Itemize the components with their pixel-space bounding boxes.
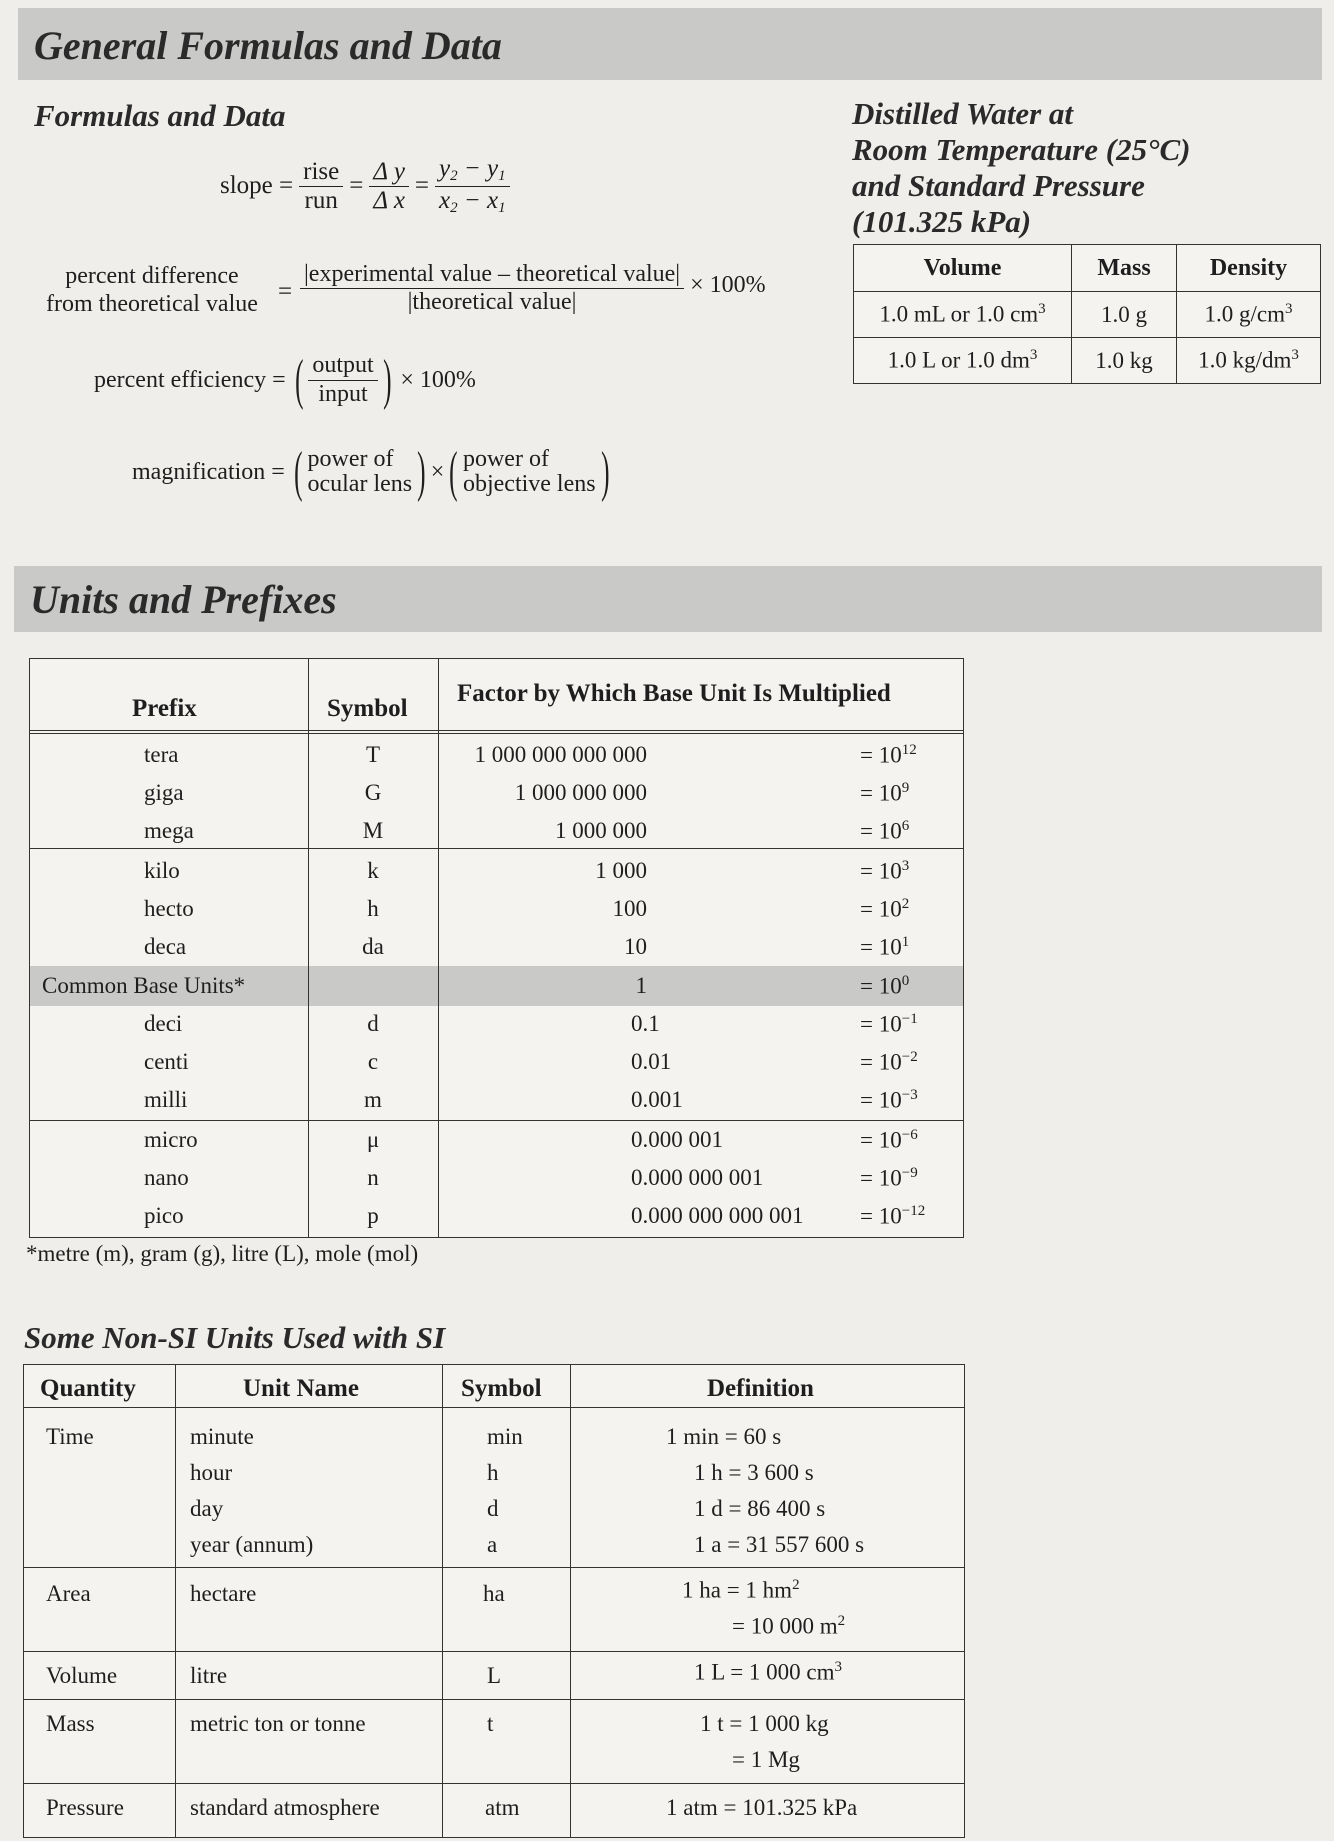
factor-value: 0.01 (631, 1049, 672, 1074)
power-exponent: 3 (901, 858, 910, 874)
quantity-mass: Mass (46, 1711, 95, 1736)
symbol-ha: ha (483, 1581, 505, 1606)
power-exponent: 0 (901, 973, 910, 989)
power-of-ten (860, 973, 909, 1000)
efficiency-paren (290, 349, 397, 411)
density-value: 1.0 kg/dm (1198, 347, 1292, 373)
percent-efficiency-formula (94, 349, 476, 411)
objective-line1: power of (462, 445, 549, 472)
water-title-line4: (101.325 kPa) (852, 204, 1032, 239)
subscript-2: 2 (450, 199, 458, 216)
power-of-ten (860, 742, 917, 769)
symbol-a: a (487, 1532, 498, 1557)
objective-paren (444, 441, 614, 503)
prefix-symbol: d (367, 1011, 379, 1036)
output: output (308, 353, 377, 380)
water-title-line1: Distilled Water at (852, 96, 1074, 131)
definition-hour: 1 h = 3 600 s (694, 1460, 814, 1485)
power-base: = 10 (860, 818, 902, 844)
prefix-table (29, 658, 964, 1238)
factor-value: 10 (624, 934, 647, 959)
row-divider (24, 1567, 964, 1568)
hectare-def-1: 1 ha = 1 hm (682, 1577, 793, 1603)
power-base: = 10 (860, 973, 902, 999)
row-divider (24, 1783, 964, 1784)
symbol-min: min (487, 1424, 523, 1449)
power-exponent: 12 (901, 742, 917, 758)
prefix-symbol: μ (366, 1127, 380, 1152)
power-of-ten (860, 1049, 918, 1076)
magnification-label: magnification = (132, 458, 285, 485)
table-row (854, 338, 1321, 384)
header-divider (30, 733, 963, 734)
definition-hectare-2 (732, 1613, 845, 1640)
prefix-symbol: h (367, 896, 379, 921)
percent-difference-frac (300, 262, 684, 315)
superscript: 3 (834, 1659, 843, 1675)
superscript: 3 (1038, 301, 1046, 318)
density-cell (1177, 292, 1321, 338)
ocular-line1: power of (307, 445, 394, 472)
power-base: = 10 (860, 1203, 902, 1229)
times-sign: × (430, 458, 445, 485)
y-var: y (439, 155, 451, 182)
prefix-name: deci (144, 1011, 183, 1036)
power-exponent: −2 (901, 1049, 918, 1065)
water-header-row (854, 245, 1321, 292)
equals-sign: = (414, 172, 430, 200)
prefix-symbol: k (367, 858, 379, 883)
left-paren: ( (449, 441, 458, 503)
column-divider (442, 1365, 443, 1837)
ocular-lens-text (307, 447, 412, 497)
run: run (304, 186, 338, 214)
units-title: Units and Prefixes (30, 577, 337, 622)
unit-standard-atmosphere: standard atmosphere (190, 1795, 380, 1820)
equals-sign: = (278, 278, 293, 305)
power-base: = 10 (860, 1011, 902, 1037)
group-divider (30, 1120, 963, 1121)
slope-label: slope = (220, 172, 294, 200)
units-footnote: *metre (m), gram (g), litre (L), mole (mol) (26, 1241, 419, 1266)
hectare-def-2: = 10 000 m (732, 1613, 838, 1639)
header-quantity: Quantity (40, 1375, 136, 1402)
prefix-symbol: da (362, 934, 384, 959)
ocular-line2: ocular lens (307, 471, 413, 497)
percent-difference-fraction (300, 262, 766, 315)
rise: rise (299, 159, 343, 187)
units-header-band (14, 566, 1322, 632)
group-divider (30, 848, 963, 849)
objective-line2: objective lens (462, 471, 596, 497)
factor-value: 100 (612, 896, 647, 921)
density-value: 1.0 g/cm (1204, 301, 1285, 327)
power-of-ten (860, 1087, 918, 1114)
header-definition: Definition (707, 1375, 814, 1402)
symbol-t: t (487, 1711, 494, 1736)
litre-def: 1 L = 1 000 cm (694, 1659, 835, 1685)
factor-value: 1 (635, 973, 647, 998)
power-exponent: 6 (901, 818, 910, 834)
header-unit-name: Unit Name (243, 1375, 359, 1402)
superscript: 3 (1291, 347, 1299, 364)
quantity-time: Time (46, 1424, 94, 1449)
superscript: 3 (1285, 301, 1293, 318)
unit-tonne: metric ton or tonne (190, 1711, 366, 1736)
definition-tonne: 1 t = 1 000 kg (700, 1711, 829, 1736)
pd-denominator: |theoretical value| (407, 289, 577, 316)
symbol-d: d (487, 1496, 499, 1521)
prefix-name: milli (144, 1087, 188, 1112)
prefix-name: deca (144, 934, 187, 959)
factor-value: 0.001 (631, 1087, 683, 1112)
right-paren: ) (417, 441, 426, 503)
subscript-1: 1 (498, 199, 506, 216)
power-base: = 10 (860, 934, 902, 960)
pd-numerator: |experimental value – theoretical value| (300, 262, 684, 289)
power-base: = 10 (860, 1049, 902, 1075)
power-of-ten (860, 858, 909, 885)
prefix-name: hecto (144, 896, 194, 921)
header-mass: Mass (1072, 245, 1177, 292)
percent-efficiency-label: percent efficiency = (94, 366, 286, 393)
header-divider (30, 730, 963, 731)
header-symbol: Symbol (327, 695, 408, 722)
mass-cell: 1.0 g (1072, 292, 1177, 338)
power-base: = 10 (860, 896, 902, 922)
prefix-symbol: m (364, 1087, 382, 1112)
unit-minute: minute (190, 1424, 254, 1449)
density-cell (1177, 338, 1321, 384)
rise-run-fraction (299, 159, 343, 215)
power-exponent: 9 (901, 780, 910, 796)
prefix-name: kilo (144, 858, 180, 883)
definition-day: 1 d = 86 400 s (694, 1496, 826, 1521)
unit-litre: litre (190, 1663, 228, 1688)
power-exponent: −1 (901, 1011, 918, 1027)
prefix-symbol: G (364, 780, 382, 805)
formulas-heading: Formulas and Data (34, 98, 286, 133)
right-paren: ) (382, 349, 392, 411)
volume-value: 1.0 mL or 1.0 cm (879, 301, 1039, 327)
delta-fraction (369, 159, 409, 215)
factor-value: 1 000 (595, 858, 647, 883)
power-of-ten (860, 934, 909, 961)
power-of-ten (860, 1165, 918, 1192)
header-divider (24, 1407, 964, 1408)
definition-litre (694, 1659, 842, 1686)
times-100-percent: × 100% (690, 272, 766, 299)
quantity-area: Area (46, 1581, 91, 1606)
column-divider (175, 1365, 176, 1837)
power-exponent: 1 (901, 934, 910, 950)
minus-x: − x (457, 186, 499, 214)
objective-lens-text (463, 447, 596, 497)
superscript: 3 (1029, 347, 1038, 364)
definition-atm: 1 atm = 101.325 kPa (666, 1795, 858, 1820)
prefix-symbol: n (367, 1165, 379, 1190)
percent-difference-line2: from theoretical value (46, 291, 258, 317)
power-exponent: −12 (901, 1203, 926, 1219)
column-divider (438, 659, 439, 1237)
power-base: = 10 (860, 1165, 902, 1191)
definition-tonne-2: = 1 Mg (732, 1747, 800, 1772)
water-title-line2: Room Temperature (25°C) (852, 132, 1191, 167)
water-table (853, 244, 1321, 384)
x-var: x (439, 186, 451, 214)
header-density: Density (1177, 245, 1321, 292)
power-base: = 10 (860, 742, 902, 768)
equals-sign: = (349, 172, 364, 200)
volume-value: 1.0 L or 1.0 dm (887, 347, 1030, 373)
x-difference (435, 187, 510, 217)
superscript: 2 (837, 1613, 846, 1629)
prefix-name: micro (144, 1127, 198, 1152)
power-of-ten (860, 1127, 918, 1154)
minus-y: − y (457, 155, 499, 182)
symbol-h: h (487, 1460, 499, 1485)
power-base: = 10 (860, 1127, 902, 1153)
left-paren: ( (293, 441, 303, 503)
water-title (852, 96, 1190, 240)
mass-cell: 1.0 kg (1072, 338, 1177, 384)
definition-year: 1 a = 31 557 600 s (694, 1532, 865, 1557)
times-100-percent: × 100% (400, 366, 476, 393)
y-difference (435, 156, 510, 187)
water-title-line3: and Standard Pressure (852, 168, 1145, 203)
volume-cell (854, 338, 1072, 384)
subscript-1: 1 (498, 168, 506, 184)
prefix-name: centi (144, 1049, 189, 1074)
power-exponent: 2 (901, 896, 910, 912)
factor-value: 0.000 000 000 001 (631, 1203, 804, 1228)
quantity-pressure: Pressure (46, 1795, 124, 1820)
power-base: = 10 (860, 1087, 902, 1113)
header-prefix: Prefix (132, 695, 197, 722)
row-divider (24, 1651, 964, 1652)
power-of-ten (860, 780, 909, 807)
power-of-ten (860, 1203, 925, 1230)
prefix-name: mega (144, 818, 194, 843)
general-title: General Formulas and Data (34, 23, 502, 68)
unit-year: year (annum) (190, 1532, 314, 1557)
delta-x: Δ x (373, 186, 405, 214)
left-paren: ( (294, 349, 304, 411)
unit-hectare: hectare (190, 1581, 257, 1606)
power-exponent: −6 (901, 1127, 918, 1143)
symbol-atm: atm (485, 1795, 520, 1820)
prefix-symbol: p (367, 1203, 379, 1228)
header-volume: Volume (854, 245, 1072, 292)
column-divider (570, 1365, 571, 1837)
delta-y: Δ y (369, 159, 409, 187)
power-base: = 10 (860, 858, 902, 884)
nonsi-table (23, 1364, 965, 1838)
prefix-symbol: c (367, 1049, 379, 1074)
input: input (318, 380, 368, 407)
quantity-volume: Volume (46, 1663, 118, 1688)
nonsi-title: Some Non-SI Units Used with SI (24, 1320, 446, 1355)
power-exponent: −3 (901, 1087, 918, 1103)
magnification-formula (132, 441, 614, 503)
unit-day: day (190, 1496, 224, 1521)
superscript: 2 (792, 1577, 800, 1593)
prefix-symbol: M (362, 818, 384, 843)
prefix-name: tera (144, 742, 179, 767)
factor-value: 0.000 000 001 (631, 1165, 764, 1190)
header-symbol: Symbol (461, 1375, 542, 1402)
prefix-symbol: T (365, 742, 381, 767)
table-row (854, 292, 1321, 338)
row-divider (24, 1699, 964, 1700)
prefix-name: giga (144, 780, 184, 805)
factor-value: 1 000 000 000 000 (474, 742, 647, 767)
header-factor: Factor by Which Base Unit Is Multiplied (457, 680, 891, 707)
power-base: = 10 (860, 780, 902, 806)
factor-value: 0.1 (631, 1011, 660, 1036)
volume-cell (854, 292, 1072, 338)
prefix-name: Common Base Units* (42, 973, 246, 998)
factor-value: 1 000 000 (555, 818, 647, 843)
unit-hour: hour (190, 1460, 233, 1485)
right-paren: ) (600, 441, 610, 503)
power-of-ten (860, 1011, 918, 1038)
prefix-name: pico (144, 1203, 184, 1228)
definition-minute: 1 min = 60 s (666, 1424, 782, 1449)
factor-value: 1 000 000 000 (514, 780, 647, 805)
definition-hectare (682, 1577, 800, 1604)
symbol-l: L (487, 1663, 502, 1688)
slope-formula (220, 156, 510, 217)
prefix-name: nano (144, 1165, 189, 1190)
power-exponent: −9 (901, 1165, 918, 1181)
power-of-ten (860, 896, 909, 923)
power-of-ten (860, 818, 909, 845)
general-header-band (18, 8, 1322, 80)
efficiency-frac (308, 353, 377, 406)
percent-difference-label (46, 262, 258, 318)
ocular-paren (289, 441, 431, 503)
coordinate-fraction (435, 156, 510, 217)
percent-difference-line1: percent difference (65, 263, 239, 289)
factor-value: 0.000 001 (631, 1127, 723, 1152)
subscript-2: 2 (450, 168, 458, 184)
